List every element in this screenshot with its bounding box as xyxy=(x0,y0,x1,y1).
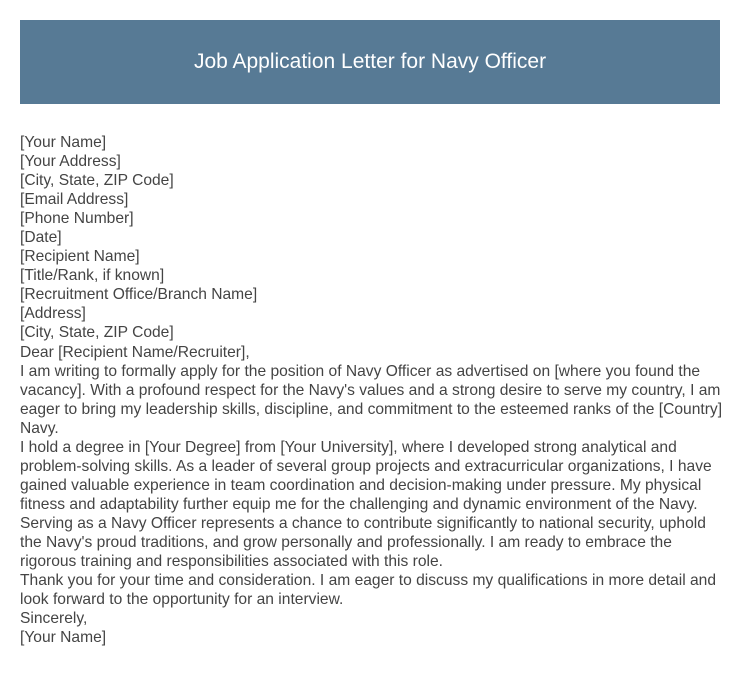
paragraph-qualifications: I hold a degree in [Your Degree] from [Your University], where I developed strong analytical and problem-solving skills. As a leader of several group projects and extracurricular organizations, I have gained valuable experience in team coordination and decision-making under pressure. My physical fitness and adaptability further equip me for the challenging and dynamic environment of the Navy. xyxy=(20,438,712,513)
signature: [Your Name] xyxy=(20,629,107,647)
recipient-city: [City, State, ZIP Code] xyxy=(20,324,174,342)
salutation: Dear [Recipient Name/Recruiter], xyxy=(20,343,250,361)
recipient-title: [Title/Rank, if known] xyxy=(20,267,165,285)
sender-address: [Your Address] xyxy=(20,153,121,171)
page-title: Job Application Letter for Navy Officer xyxy=(193,50,547,73)
recipient-address: [Address] xyxy=(20,305,86,323)
paragraph-intro: I am writing to formally apply for the position of Navy Officer as advertised on [where you found the vacancy]. With a profound respect for the Navy's values and a strong desire to serve my country, I am eager to bring my leadership skills, discipline, and commitment to the esteemed ranks of the [Country] Navy. xyxy=(20,362,723,437)
recipient-name: [Recipient Name] xyxy=(20,248,140,266)
page-header xyxy=(20,20,720,104)
closing: Sincerely, xyxy=(20,610,88,628)
paragraph-motivation: Serving as a Navy Officer represents a chance to contribute significantly to national security, uphold the Navy's proud traditions, and grow personally and professionally. I am ready to embrace the rigorous training and responsibilities associated with this role. xyxy=(20,514,706,571)
sender-email: [Email Address] xyxy=(20,191,129,209)
letter-date: [Date] xyxy=(20,229,62,247)
letter-body xyxy=(20,133,724,647)
paragraph-closing: Thank you for your time and consideration. I am eager to discuss my qualifications in more detail and look forward to the opportunity for an interview. xyxy=(20,572,717,609)
sender-city: [City, State, ZIP Code] xyxy=(20,172,174,190)
sender-name: [Your Name] xyxy=(20,134,107,151)
sender-phone: [Phone Number] xyxy=(20,210,134,228)
recipient-office: [Recruitment Office/Branch Name] xyxy=(20,286,258,304)
